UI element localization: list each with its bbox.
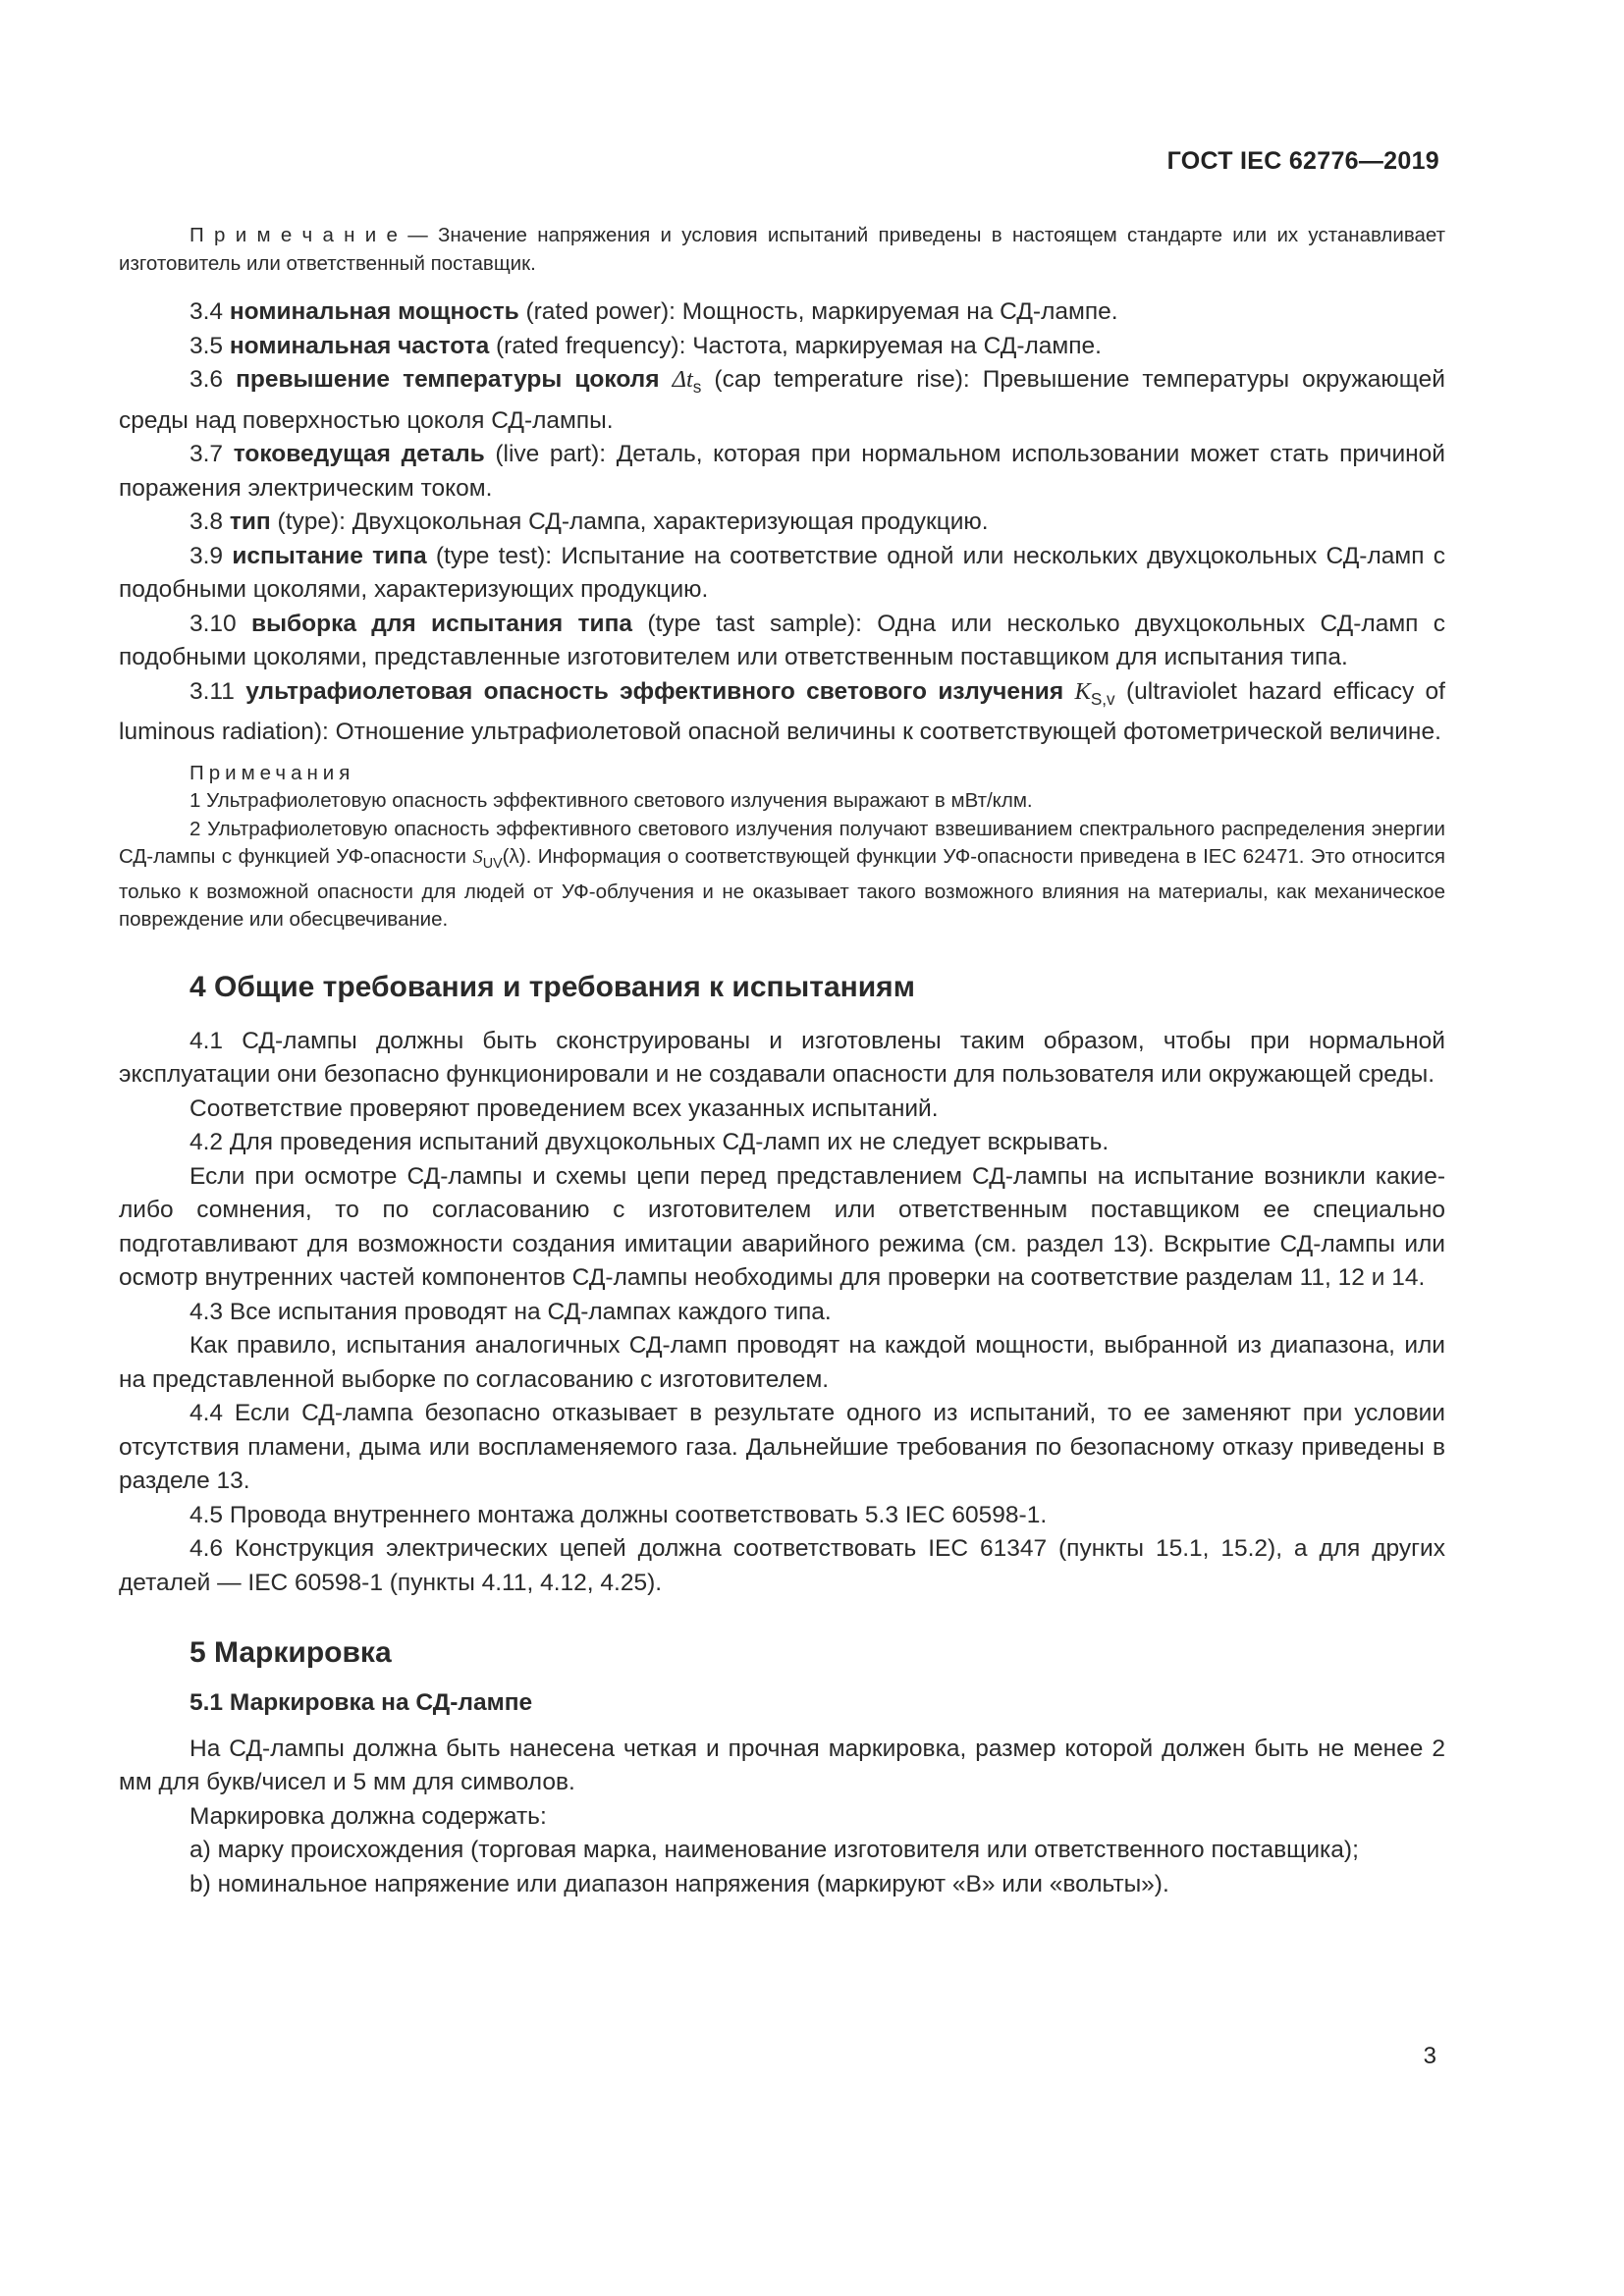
page-number: 3 [1423,2043,1436,2069]
note-2-lambda: (λ) [502,845,526,868]
term-number: 3.11 [189,677,246,705]
section-4-paragraph: 4.6 Конструкция электрических цепей должна соответствовать IEC 61347 (пункты 15.1, 15.2), а для других деталей — IEC 60598-1 (пункты 4.11, 4.12, 4.25). [119,1535,1445,1596]
section-4-paragraph: Как правило, испытания аналогичных СД-ламп проводят на каждой мощности, выбранной из диапазона, или на представленной выборке по согласованию с изготовителем. [119,1332,1445,1393]
section-4-paragraph: 4.4 Если СД-лампа безопасно отказывает в результате одного из испытаний, то ее заменяют при условии отсутствия пламени, дыма или воспламеняемого газа. Дальнейшие требования по безопасному отказу приведены в разделе 13. [119,1400,1445,1495]
term-definition: (live part): Деталь, которая при нормальном использовании может стать причиной поражения электрическим током. [119,441,1445,502]
section-4-paragraph: Если при осмотре СД-лампы и схемы цепи перед представлением СД-лампы на испытание возникли какие-либо сомнения, то по согласованию с изготовителем или ответственным поставщиком ее специально подготавливают для возможности создания имитации аварийного режима (см. раздел 13). Вскрытие СД-лампы или осмотр внутренних частей компонентов СД-лампы необходимы для проверки на соответствие разделам 11, 12 и 14. [119,1162,1445,1292]
document-id-header: ГОСТ IEC 62776—2019 [1166,147,1439,175]
section-4-paragraph: 4.1 СД-лампы должны быть сконструированы и изготовлены таким образом, чтобы при нормальной эксплуатации они безопасно функционировали и не создавали опасности для пользователя или окружающей среды. [119,1027,1445,1089]
spacer [119,1721,1445,1733]
term-3-5 [119,330,1445,364]
section-5-list-item: а) марку происхождения (торговая марка, наименование изготовителя или ответственного поставщика); [189,1837,1359,1864]
term-3-8 [119,506,1445,540]
term-number: 3.5 [189,332,230,359]
term-definition: (type tast sample): Одна или несколько двухцокольных СД-ламп с подобными цоколями, представленные изготовителем или ответственным поставщиком для испытания типа. [119,610,1445,670]
term-name: тип [229,508,271,535]
term-name: выборка для испытания типа [251,610,633,637]
section-5-paragraph: На СД-лампы должна быть нанесена четкая и прочная маркировка, размер которой должен быть не менее 2 мм для букв/чисел и 5 мм для символов. [119,1735,1445,1796]
term-definition: (rated power): Мощность, маркируемая на СД-лампе. [518,298,1118,325]
term-3-10 [119,608,1445,675]
section-4-title: 4 Общие требования и требования к испытаниям [189,970,915,1003]
term-number: 3.9 [189,542,233,569]
term-definition: (ultraviolet hazard efficacy of luminous radiation): Отношение ультрафиолетовой опасной величины к соответствующей фотометрической величине. [119,677,1445,745]
term-3-4 [119,295,1445,330]
section-4-paragraph: Соответствие проверяют проведением всех указанных испытаний. [189,1095,939,1122]
spacer [119,1600,1445,1633]
section-4-paragraph: 4.5 Провода внутреннего монтажа должны соответствовать 5.3 IEC 60598-1. [189,1501,1048,1528]
subsection-5-1-title: 5.1 Маркировка на СД-лампе [189,1689,533,1717]
spacer [119,1007,1445,1025]
note-top [119,222,1445,278]
term-name: номинальная мощность [229,298,519,325]
term-3-7 [119,438,1445,506]
term-3-11 [119,675,1445,750]
term-name: ультрафиолетовая опасность эффективного светового излучения [245,677,1075,705]
term-definition: (cap temperature rise): Превышение температуры окружающей среды над поверхностью цоколя СД-лампы. [119,366,1445,434]
term-symbol: Δt [672,366,693,393]
spacer [119,750,1445,760]
section-5-title: 5 Маркировка [189,1636,392,1670]
note-1: 1 Ультрафиолетовую опасность эффективного светового излучения выражают в мВт/клм. [189,789,1033,812]
term-symbol-subscript: S,v [1090,688,1115,709]
spacer [119,278,1445,295]
term-number: 3.10 [189,610,252,637]
term-number: 3.6 [189,366,237,393]
term-definition: (type test): Испытание на соответствие одной или нескольких двухцокольных СД-ламп с подобными цоколями, характеризующих продукцию. [119,542,1445,603]
term-number: 3.4 [189,298,230,325]
note-2-text-start: 2 Ультрафиолетовую опасность эффективного светового излучения получают взвешиванием спектрального распределения энергии СД-лампы с функцией УФ-опасности [119,817,1445,868]
note-2-text-end: . Информация о соответствующей функции УФ-опасности приведена в IEC 62471. Это относится только к возможной опасности для людей от УФ-облучения и не оказывает такого возможного влияния на материалы, как механическое повреждение или обесцвечивание. [119,845,1445,932]
term-symbol-subscript: s [692,377,702,397]
section-4-paragraph: 4.2 Для проведения испытаний двухцокольных СД-ламп их не следует вскрывать. [189,1129,1110,1156]
section-5-list-item: b) номинальное напряжение или диапазон напряжения (маркируют «В» или «вольты»). [189,1870,1169,1897]
note-text: — Значение напряжения и условия испытаний приведены в настоящем стандарте или их устанавливает изготовитель или ответственный поставщик. [119,224,1445,275]
section-5-paragraph: Маркировка должна содержать: [189,1802,547,1830]
term-3-6 [119,363,1445,438]
term-number: 3.7 [189,441,234,467]
term-number: 3.8 [189,508,230,535]
page-content [119,222,1445,1901]
term-name: превышение температуры цоколя [236,366,673,393]
section-4-paragraph: 4.3 Все испытания проводят на СД-лампах каждого типа. [189,1298,832,1325]
term-definition: (rated frequency): Частота, маркируемая на СД-лампе. [489,332,1102,359]
note-2-symbol-subscript: UV [482,856,503,873]
term-3-9 [119,540,1445,608]
note-2-symbol: S [472,846,483,868]
note-2 [119,816,1445,934]
term-name: испытание типа [232,542,427,569]
spacer [119,1673,1445,1686]
term-definition: (type): Двухцокольная СД-лампа, характеризующая продукцию. [270,508,989,535]
term-name: номинальная частота [229,332,490,359]
term-name: токоведущая деталь [233,441,485,467]
term-symbol: K [1074,677,1091,705]
spacer [119,934,1445,968]
notes-heading: Примечания [189,761,355,784]
note-label: П р и м е ч а н и е [189,224,398,246]
